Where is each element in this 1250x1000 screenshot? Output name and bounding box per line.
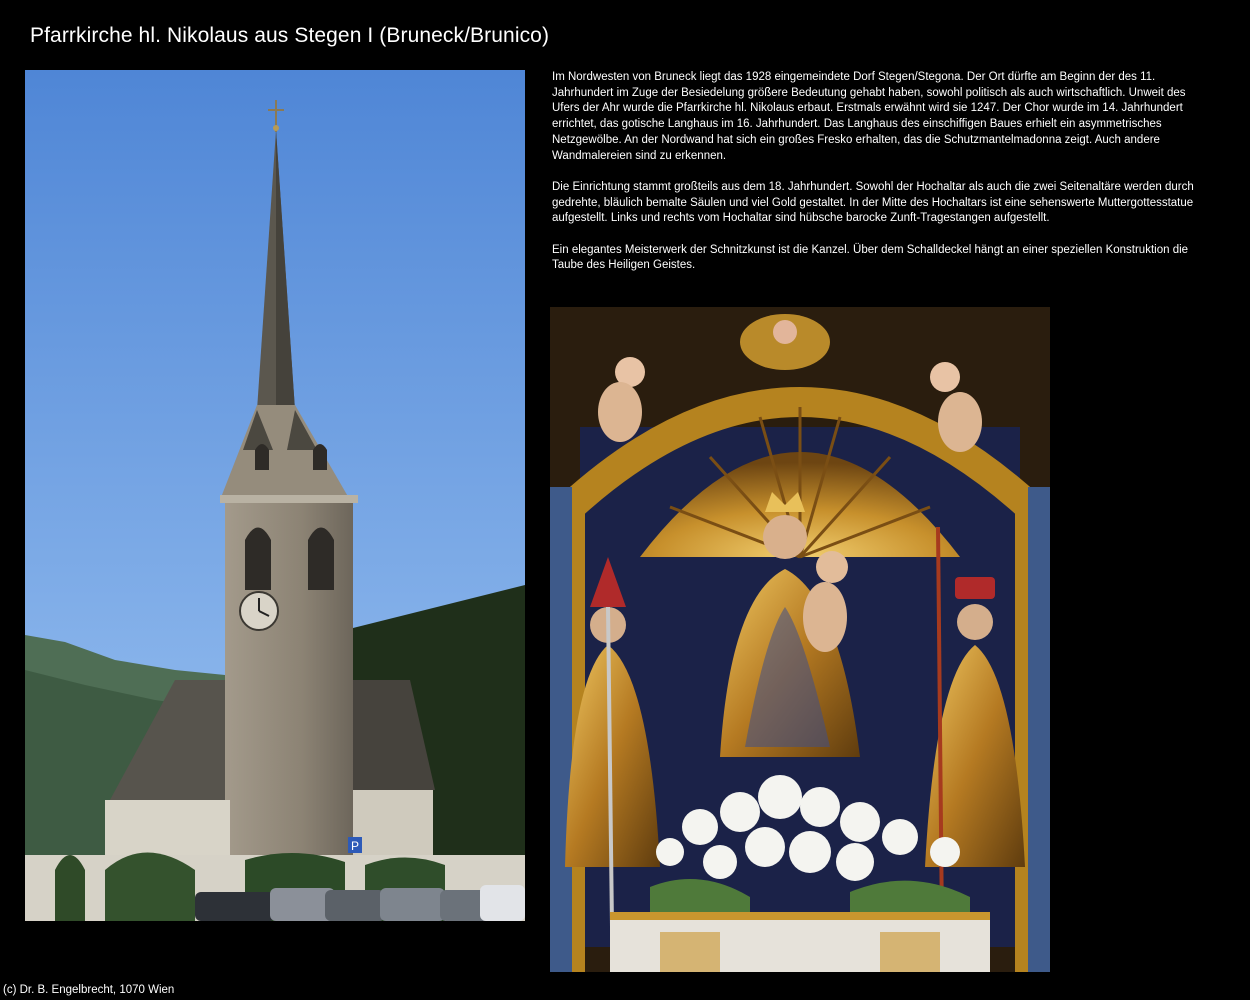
- parking-sign: P: [350, 839, 360, 853]
- church-photo: [25, 70, 525, 921]
- page-title: Pfarrkirche hl. Nikolaus aus Stegen I (Bruneck/Brunico): [30, 24, 550, 47]
- altar-illustration: [550, 307, 1050, 972]
- paragraph-interior: Die Einrichtung stammt großteils aus dem 18. Jahrhundert. Sowohl der Hochaltar als auch die zwei Seitenaltäre werden durch gedrehte, bläulich bemalte Säulen und viel Gold gestaltet. In der Mitte des Hochaltars ist eine sehenswerte Muttergottesstatue aufgestellt. Links und rechts vom Hochaltar sind hübsche barocke Zunft-Tragestangen aufgestellt.: [552, 180, 1194, 225]
- paragraph-pulpit: Ein elegantes Meisterwerk der Schnitzkunst ist die Kanzel. Über dem Schalldeckel hängt an einer speziellen Konstruktion die Taube des Heiligen Geistes.: [552, 243, 1189, 272]
- altar-photo: [550, 307, 1050, 972]
- paragraph-history: Im Nordwesten von Bruneck liegt das 1928 eingemeindete Dorf Stegen/Stegona. Der Ort dürfte am Beginn der des 11. Jahrhundert im Zuge der Besiedelung größere Bedeutung gehabt haben, sowohl politisch als auch wirtschaftlich. Unweit des Ufers der Ahr wurde die Pfarrkirche hl. Nikolaus erbaut. Erstmals erwähnt wird sie 1247. Der Chor wurde im 14. Jahrhundert errichtet, das gotische Langhaus im 16. Jahrhundert. Das Langhaus des einschiffigen Baues erhielt ein asymmetrisches Netzgewölbe. An der Nordwand hat sich ein großes Fresko erhalten, das die Schutzmantelmadonna zeigt. Auch andere Wandmalereien sind zu erkennen.: [552, 71, 1186, 162]
- description-text: [552, 70, 1202, 290]
- copyright-notice: (c) Dr. B. Engelbrecht, 1070 Wien: [3, 984, 175, 996]
- church-illustration: [25, 70, 525, 921]
